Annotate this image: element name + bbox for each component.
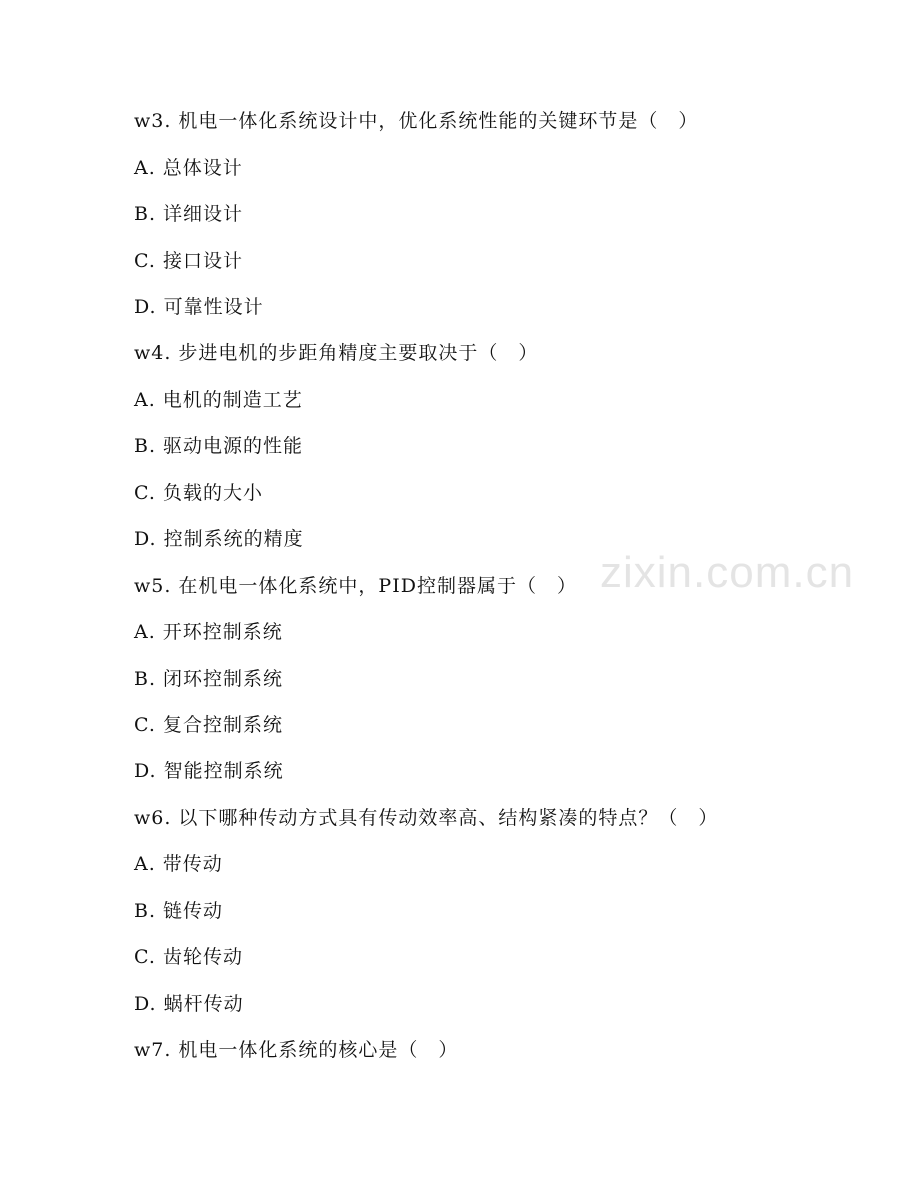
answer-option: B. 闭环控制系统 bbox=[134, 668, 284, 690]
question-stem: w3. 机电一体化系统设计中，优化系统性能的关键环节是（ ） bbox=[134, 110, 699, 132]
question-stem: w6. 以下哪种传动方式具有传动效率高、结构紧凑的特点？（ ） bbox=[134, 807, 719, 829]
answer-option: C. 复合控制系统 bbox=[134, 714, 283, 736]
answer-option: C. 负载的大小 bbox=[134, 482, 263, 504]
answer-option: D. 蜗杆传动 bbox=[134, 993, 244, 1015]
question-stem: w4. 步进电机的步距角精度主要取决于（ ） bbox=[134, 342, 539, 364]
question-stem: w5. 在机电一体化系统中，PID控制器属于（ ） bbox=[134, 575, 577, 597]
answer-option: A. 总体设计 bbox=[134, 157, 243, 179]
answer-option: C. 接口设计 bbox=[134, 250, 243, 272]
answer-option: A. 带传动 bbox=[134, 853, 223, 875]
question-stem: w7. 机电一体化系统的核心是（ ） bbox=[134, 1039, 459, 1061]
answer-option: A. 电机的制造工艺 bbox=[134, 389, 303, 411]
answer-option: C. 齿轮传动 bbox=[134, 946, 243, 968]
answer-option: D. 智能控制系统 bbox=[134, 760, 284, 782]
answer-option: A. 开环控制系统 bbox=[134, 621, 283, 643]
answer-option: D. 可靠性设计 bbox=[134, 296, 264, 318]
answer-option: D. 控制系统的精度 bbox=[134, 528, 304, 550]
answer-option: B. 驱动电源的性能 bbox=[134, 435, 304, 457]
answer-option: B. 链传动 bbox=[134, 900, 224, 922]
watermark: zixin.com.cn bbox=[600, 548, 855, 597]
answer-option: B. 详细设计 bbox=[134, 203, 244, 225]
